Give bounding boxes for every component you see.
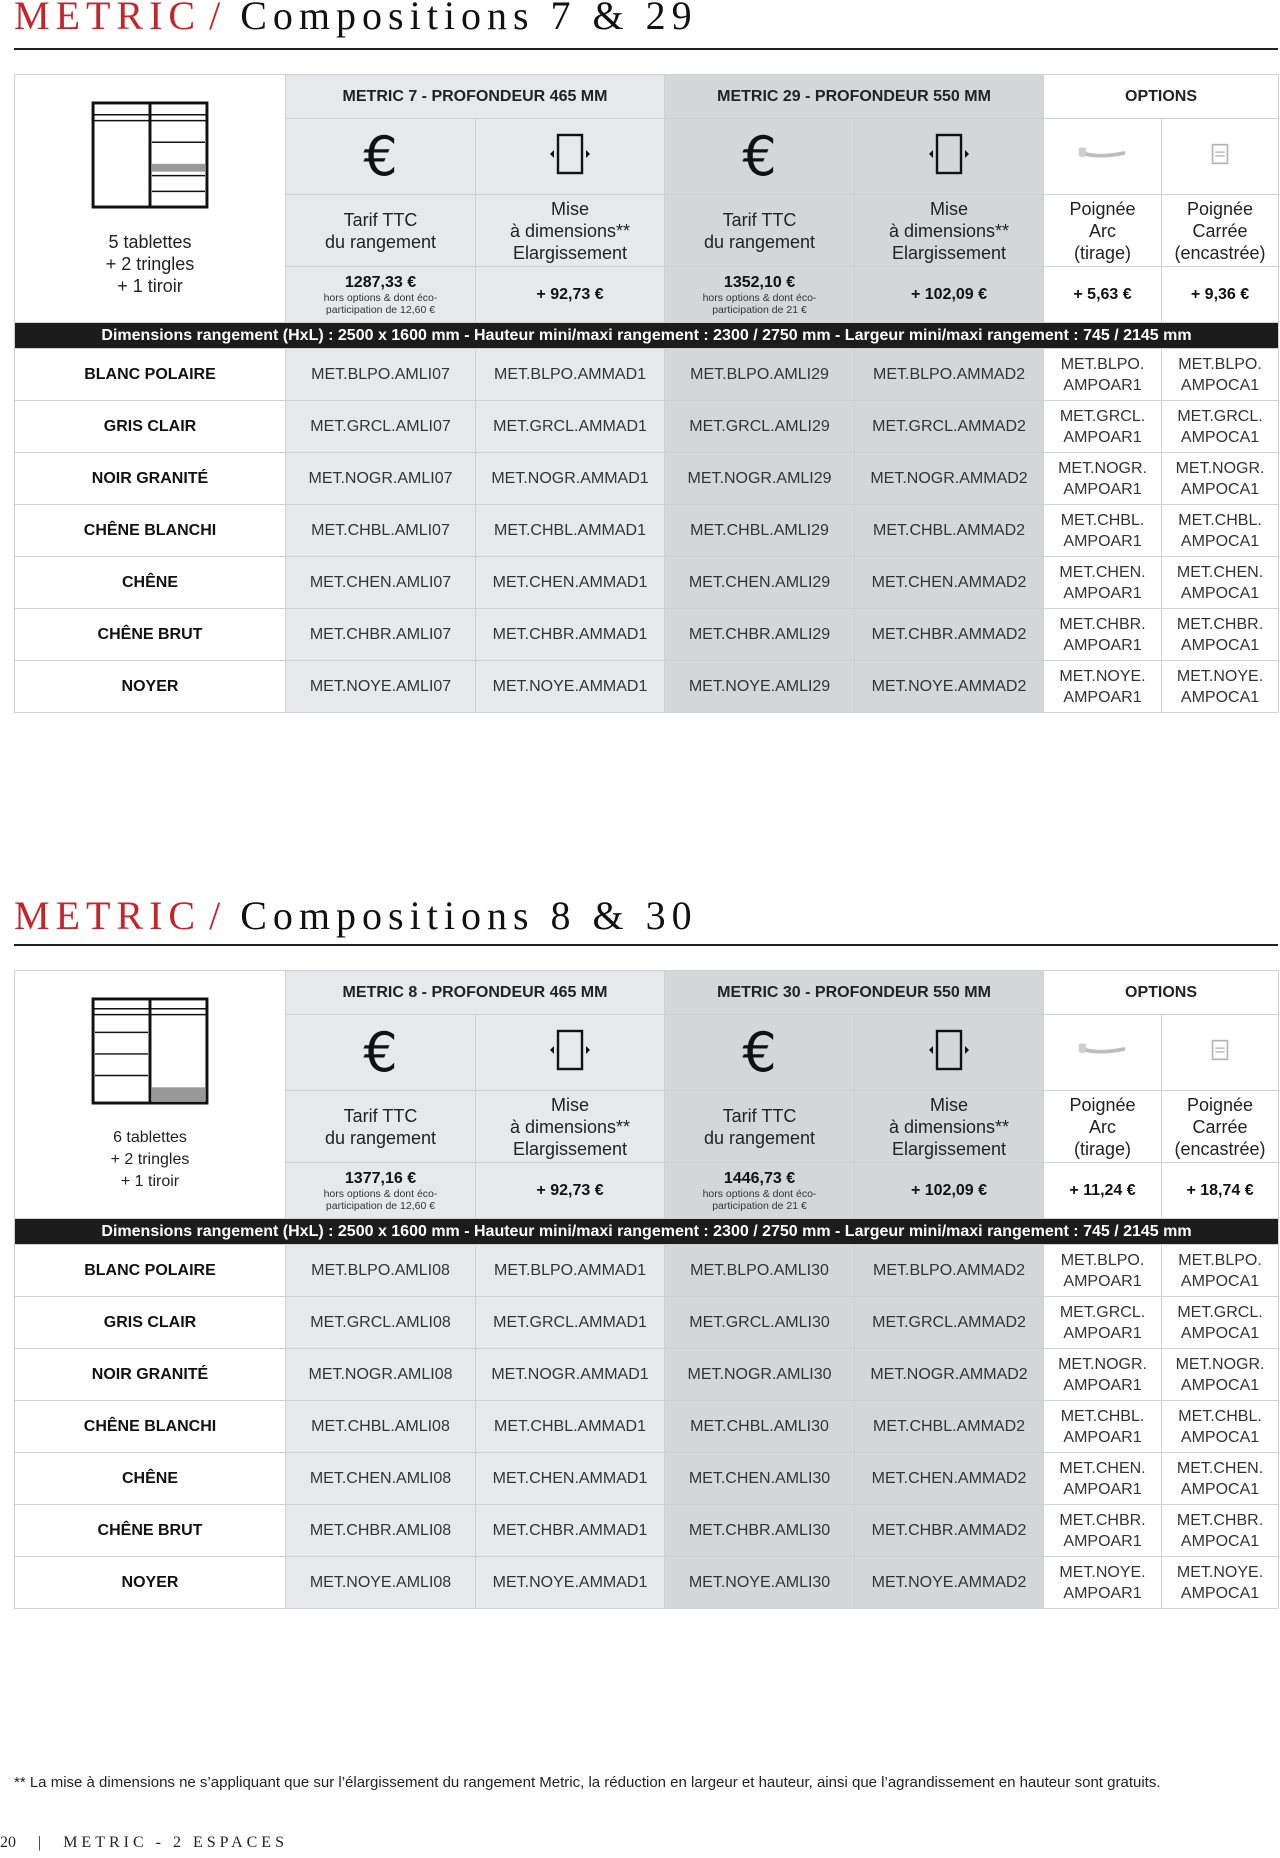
option-reference-line: MET.NOGR. <box>1058 1355 1147 1373</box>
option-reference <box>1044 609 1162 661</box>
option-reference <box>1162 401 1279 453</box>
reference-code: MET.CHBR.AMMAD1 <box>476 609 665 661</box>
color-rows <box>15 1245 1279 1609</box>
arc-handle-icon <box>1075 140 1131 168</box>
price-cell: 1352,10 € hors options & dont éco- participation de 21 € <box>665 267 855 323</box>
reference-code: MET.NOGR.AMLI08 <box>286 1349 476 1401</box>
euro-icon: € <box>363 1020 398 1084</box>
section-rule <box>14 944 1278 946</box>
desc-cell: Mise à dimensions** Elargissement <box>476 195 665 267</box>
option-reference-line: MET.NOYE. <box>1059 1563 1146 1581</box>
title-rest: Compositions 7 & 29 <box>240 0 698 38</box>
section-rule <box>14 48 1278 50</box>
square-handle-icon <box>1206 1036 1234 1064</box>
icon-cell <box>476 1015 665 1091</box>
table-row <box>15 505 1279 557</box>
option-reference-line: MET.CHEN. <box>1059 1459 1146 1477</box>
option-reference-line: MET.BLPO. <box>1060 355 1145 373</box>
reference-code: MET.NOGR.AMLI07 <box>286 453 476 505</box>
option-reference-line: AMPOCA1 <box>1180 688 1260 706</box>
table-row <box>15 557 1279 609</box>
desc-cell: Mise à dimensions** Elargissement <box>476 1091 665 1163</box>
option-reference-line: AMPOCA1 <box>1180 584 1260 602</box>
option-reference <box>1162 661 1279 713</box>
price-value: 1352,10 € <box>723 273 796 291</box>
price-cell: 1446,73 € hors options & dont éco- participation de 21 € <box>665 1163 855 1219</box>
square-handle-icon <box>1206 140 1234 168</box>
reference-code: MET.CHBR.AMMAD2 <box>855 1505 1044 1557</box>
page-footer <box>0 1834 288 1852</box>
reference-code: MET.BLPO.AMLI07 <box>286 349 476 401</box>
option-reference-line: AMPOCA1 <box>1180 1584 1260 1602</box>
page-number: 20 <box>0 1834 16 1851</box>
group-header-metric-8: METRIC 8 - PROFONDEUR 465 MM <box>286 971 665 1015</box>
reference-code: MET.NOYE.AMMAD2 <box>855 661 1044 713</box>
option-reference-line: AMPOCA1 <box>1180 376 1260 394</box>
option-reference <box>1044 401 1162 453</box>
footer-title: METRIC - 2 ESPACES <box>63 1834 288 1851</box>
euro-icon: € <box>742 1020 777 1084</box>
composition-cell <box>15 971 286 1219</box>
dimensions-bar: Dimensions rangement (HxL) : 2500 x 1600 mm - Hauteur mini/maxi rangement : 2300 / 2750 mm - Largeur mini/maxi rangement : 745 / 2145 mm <box>15 323 1279 349</box>
option-reference-line: AMPOCA1 <box>1180 1532 1260 1550</box>
option-reference <box>1044 1245 1162 1297</box>
icon-cell <box>286 119 476 195</box>
dimensions-bar: Dimensions rangement (HxL) : 2500 x 1600 mm - Hauteur mini/maxi rangement : 2300 / 2750 mm - Largeur mini/maxi rangement : 745 / 2145 mm <box>15 1219 1279 1245</box>
icon-cell <box>855 119 1044 195</box>
option-reference-line: AMPOAR1 <box>1063 636 1142 654</box>
reference-code: MET.CHBL.AMMAD2 <box>855 505 1044 557</box>
footnote: ** La mise à dimensions ne s’appliquant que sur l’élargissement du rangement Metric, la réduction en largeur et hauteur, ainsi que l’agrandissement en hauteur sont gratuits. <box>14 1774 1161 1791</box>
option-reference-line: AMPOCA1 <box>1180 636 1260 654</box>
option-reference <box>1044 505 1162 557</box>
option-reference <box>1044 1453 1162 1505</box>
option-reference <box>1162 1401 1279 1453</box>
option-reference-line: MET.NOYE. <box>1176 667 1264 685</box>
composition-line: + 1 tiroir <box>120 1172 180 1190</box>
option-reference <box>1162 1349 1279 1401</box>
option-reference <box>1162 1245 1279 1297</box>
option-reference-line: MET.BLPO. <box>1178 1251 1262 1269</box>
composition-line: + 2 tringles <box>110 1150 190 1168</box>
reference-code: MET.NOGR.AMLI29 <box>665 453 855 505</box>
option-reference-line: AMPOCA1 <box>1180 1428 1260 1446</box>
arc-handle-icon <box>1075 1036 1131 1064</box>
reference-code: MET.GRCL.AMMAD2 <box>855 1297 1044 1349</box>
color-name: CHÊNE BLANCHI <box>15 505 286 557</box>
reference-code: MET.GRCL.AMLI08 <box>286 1297 476 1349</box>
option-reference-line: AMPOAR1 <box>1063 1480 1142 1498</box>
option-reference-line: MET.BLPO. <box>1178 355 1262 373</box>
option-reference-line: AMPOAR1 <box>1063 1532 1142 1550</box>
desc-cell: Mise à dimensions** Elargissement <box>855 195 1044 267</box>
color-name: NOYER <box>15 661 286 713</box>
resize-icon <box>540 1025 600 1075</box>
option-reference <box>1044 1297 1162 1349</box>
option-reference-line: MET.CHBL. <box>1060 1407 1145 1425</box>
reference-code: MET.CHBR.AMLI30 <box>665 1505 855 1557</box>
option-reference-line: MET.CHBR. <box>1176 615 1264 633</box>
color-name: NOYER <box>15 1557 286 1609</box>
wardrobe-diagram-icon <box>91 997 209 1105</box>
option-reference-line: MET.NOGR. <box>1175 1355 1265 1373</box>
table-row <box>15 661 1279 713</box>
option-reference-line: AMPOCA1 <box>1180 1376 1260 1394</box>
desc-cell: Poignée Arc (tirage) <box>1044 195 1162 267</box>
icon-cell <box>855 1015 1044 1091</box>
title-rest: Compositions 8 & 30 <box>240 893 698 938</box>
option-reference <box>1044 453 1162 505</box>
reference-code: MET.CHBL.AMMAD2 <box>855 1401 1044 1453</box>
option-reference-line: AMPOAR1 <box>1063 1584 1142 1602</box>
option-reference-line: MET.GRCL. <box>1177 1303 1263 1321</box>
option-reference-line: MET.NOYE. <box>1176 1563 1264 1581</box>
reference-code: MET.CHEN.AMMAD1 <box>476 557 665 609</box>
reference-code: MET.CHBR.AMLI29 <box>665 609 855 661</box>
option-reference-line: MET.NOYE. <box>1059 667 1146 685</box>
reference-code: MET.BLPO.AMMAD2 <box>855 1245 1044 1297</box>
option-reference-line: AMPOCA1 <box>1180 1272 1260 1290</box>
group-header-options: OPTIONS <box>1044 971 1279 1015</box>
option-reference <box>1162 1297 1279 1349</box>
option-reference-line: MET.CHBL. <box>1178 1407 1262 1425</box>
option-reference-line: MET.NOGR. <box>1175 459 1265 477</box>
option-reference <box>1162 557 1279 609</box>
composition-line: + 1 tiroir <box>117 275 183 296</box>
reference-code: MET.GRCL.AMMAD1 <box>476 1297 665 1349</box>
option-reference-line: MET.GRCL. <box>1059 1303 1146 1321</box>
option-reference-line: AMPOCA1 <box>1180 532 1260 550</box>
desc-cell: Mise à dimensions** Elargissement <box>855 1091 1044 1163</box>
reference-code: MET.NOYE.AMLI07 <box>286 661 476 713</box>
reference-code: MET.CHBL.AMMAD1 <box>476 505 665 557</box>
option-reference-line: MET.CHEN. <box>1176 563 1264 581</box>
resize-icon <box>919 129 979 179</box>
color-name: CHÊNE <box>15 1453 286 1505</box>
option-reference <box>1162 453 1279 505</box>
table-row <box>15 1401 1279 1453</box>
table-row <box>15 1245 1279 1297</box>
reference-code: MET.GRCL.AMLI07 <box>286 401 476 453</box>
title-brand: METRIC <box>14 893 202 938</box>
option-reference-line: AMPOCA1 <box>1180 1480 1260 1498</box>
option-reference <box>1044 1349 1162 1401</box>
composition-line: 5 tablettes <box>108 231 192 252</box>
reference-code: MET.GRCL.AMMAD2 <box>855 401 1044 453</box>
reference-code: MET.GRCL.AMLI29 <box>665 401 855 453</box>
reference-code: MET.CHBL.AMLI30 <box>665 1401 855 1453</box>
table-row <box>15 349 1279 401</box>
reference-code: MET.NOYE.AMMAD1 <box>476 1557 665 1609</box>
price-cell: + 9,36 € <box>1162 267 1279 323</box>
option-reference <box>1162 505 1279 557</box>
option-reference-line: AMPOCA1 <box>1180 1324 1260 1342</box>
option-reference-line: MET.BLPO. <box>1060 1251 1145 1269</box>
reference-code: MET.CHBR.AMLI07 <box>286 609 476 661</box>
composition-line: 6 tablettes <box>113 1128 187 1146</box>
reference-code: MET.CHBR.AMLI08 <box>286 1505 476 1557</box>
table-row <box>15 609 1279 661</box>
price-cell: + 92,73 € <box>476 267 665 323</box>
option-reference <box>1044 349 1162 401</box>
desc-cell: Tarif TTC du rangement <box>286 195 476 267</box>
icon-cell <box>665 1015 855 1091</box>
option-reference-line: MET.CHEN. <box>1059 563 1146 581</box>
icon-cell <box>1162 119 1279 195</box>
option-reference-line: MET.CHBL. <box>1178 511 1262 529</box>
price-cell: + 102,09 € <box>855 1163 1044 1219</box>
section-compositions-8-30 <box>14 893 1280 1700</box>
option-reference <box>1044 1557 1162 1609</box>
option-reference-line: MET.GRCL. <box>1059 407 1146 425</box>
option-reference-line: AMPOAR1 <box>1063 1428 1142 1446</box>
euro-icon: € <box>742 124 777 188</box>
price-table <box>14 74 1279 713</box>
reference-code: MET.BLPO.AMMAD1 <box>476 1245 665 1297</box>
color-name: GRIS CLAIR <box>15 1297 286 1349</box>
option-reference-line: MET.GRCL. <box>1177 407 1263 425</box>
table-row <box>15 1505 1279 1557</box>
desc-cell: Poignée Arc (tirage) <box>1044 1091 1162 1163</box>
reference-code: MET.CHBR.AMMAD2 <box>855 609 1044 661</box>
option-reference <box>1162 609 1279 661</box>
group-header-options: OPTIONS <box>1044 75 1279 119</box>
reference-code: MET.CHBR.AMMAD1 <box>476 1505 665 1557</box>
icon-cell <box>665 119 855 195</box>
table-row <box>15 1557 1279 1609</box>
icon-cell <box>1162 1015 1279 1091</box>
title-brand: METRIC <box>14 0 202 38</box>
color-name: CHÊNE BLANCHI <box>15 1401 286 1453</box>
option-reference <box>1044 1505 1162 1557</box>
resize-icon <box>919 1025 979 1075</box>
color-name: NOIR GRANITÉ <box>15 453 286 505</box>
reference-code: MET.CHEN.AMLI07 <box>286 557 476 609</box>
reference-code: MET.CHEN.AMMAD2 <box>855 1453 1044 1505</box>
option-reference-line: MET.CHBR. <box>1059 615 1146 633</box>
reference-code: MET.GRCL.AMLI30 <box>665 1297 855 1349</box>
option-reference-line: MET.CHEN. <box>1176 1459 1264 1477</box>
option-reference-line: AMPOAR1 <box>1063 688 1142 706</box>
price-value: 1377,16 € <box>344 1169 417 1187</box>
reference-code: MET.NOYE.AMLI30 <box>665 1557 855 1609</box>
table-row <box>15 453 1279 505</box>
reference-code: MET.CHEN.AMLI30 <box>665 1453 855 1505</box>
color-name: CHÊNE BRUT <box>15 1505 286 1557</box>
option-reference-line: AMPOAR1 <box>1063 480 1142 498</box>
reference-code: MET.BLPO.AMLI08 <box>286 1245 476 1297</box>
title-slash: / <box>209 893 227 938</box>
price-table <box>14 970 1279 1609</box>
reference-code: MET.GRCL.AMMAD1 <box>476 401 665 453</box>
color-name: GRIS CLAIR <box>15 401 286 453</box>
composition-cell <box>15 75 286 323</box>
icon-cell <box>1044 119 1162 195</box>
option-reference-line: AMPOAR1 <box>1063 376 1142 394</box>
option-reference <box>1044 557 1162 609</box>
option-reference <box>1044 1401 1162 1453</box>
reference-code: MET.BLPO.AMLI30 <box>665 1245 855 1297</box>
option-reference-line: MET.CHBR. <box>1059 1511 1146 1529</box>
price-cell: + 92,73 € <box>476 1163 665 1219</box>
option-reference-line: AMPOAR1 <box>1063 532 1142 550</box>
reference-code: MET.NOYE.AMMAD2 <box>855 1557 1044 1609</box>
option-reference <box>1162 1453 1279 1505</box>
reference-code: MET.BLPO.AMMAD1 <box>476 349 665 401</box>
table-row <box>15 1297 1279 1349</box>
reference-code: MET.CHBL.AMLI29 <box>665 505 855 557</box>
reference-code: MET.NOGR.AMLI30 <box>665 1349 855 1401</box>
group-header-metric-29: METRIC 29 - PROFONDEUR 550 MM <box>665 75 1044 119</box>
footer-separator: | <box>38 1834 42 1851</box>
option-reference <box>1162 1557 1279 1609</box>
section-title <box>14 0 698 39</box>
reference-code: MET.CHBL.AMMAD1 <box>476 1401 665 1453</box>
section-title <box>14 892 698 939</box>
reference-code: MET.NOGR.AMMAD2 <box>855 1349 1044 1401</box>
title-slash: / <box>209 0 227 38</box>
price-value: 1446,73 € <box>723 1169 796 1187</box>
price-cell: + 18,74 € <box>1162 1163 1279 1219</box>
group-header-metric-30: METRIC 30 - PROFONDEUR 550 MM <box>665 971 1044 1015</box>
option-reference-line: AMPOAR1 <box>1063 428 1142 446</box>
price-value: 1287,33 € <box>344 273 417 291</box>
option-reference-line: AMPOCA1 <box>1180 480 1260 498</box>
reference-code: MET.NOGR.AMMAD1 <box>476 1349 665 1401</box>
option-reference-line: AMPOAR1 <box>1063 1324 1142 1342</box>
table-row <box>15 1349 1279 1401</box>
group-header-metric-7: METRIC 7 - PROFONDEUR 465 MM <box>286 75 665 119</box>
color-name: BLANC POLAIRE <box>15 1245 286 1297</box>
desc-cell: Poignée Carrée (encastrée) <box>1162 1091 1279 1163</box>
color-name: CHÊNE <box>15 557 286 609</box>
reference-code: MET.CHBL.AMLI07 <box>286 505 476 557</box>
price-cell: + 11,24 € <box>1044 1163 1162 1219</box>
desc-cell: Poignée Carrée (encastrée) <box>1162 195 1279 267</box>
desc-cell: Tarif TTC du rangement <box>286 1091 476 1163</box>
reference-code: MET.CHEN.AMLI29 <box>665 557 855 609</box>
option-reference-line: MET.CHBR. <box>1176 1511 1264 1529</box>
reference-code: MET.NOYE.AMLI29 <box>665 661 855 713</box>
option-reference-line: AMPOAR1 <box>1063 584 1142 602</box>
reference-code: MET.CHEN.AMLI08 <box>286 1453 476 1505</box>
color-name: BLANC POLAIRE <box>15 349 286 401</box>
icon-cell <box>286 1015 476 1091</box>
option-reference-line: AMPOCA1 <box>1180 428 1260 446</box>
option-reference-line: MET.NOGR. <box>1058 459 1147 477</box>
reference-code: MET.CHEN.AMMAD1 <box>476 1453 665 1505</box>
reference-code: MET.BLPO.AMLI29 <box>665 349 855 401</box>
icon-cell <box>476 119 665 195</box>
color-name: NOIR GRANITÉ <box>15 1349 286 1401</box>
color-rows <box>15 349 1279 713</box>
reference-code: MET.NOGR.AMMAD1 <box>476 453 665 505</box>
section-compositions-7-29 <box>14 0 1280 800</box>
option-reference <box>1044 661 1162 713</box>
icon-cell <box>1044 1015 1162 1091</box>
color-name: CHÊNE BRUT <box>15 609 286 661</box>
price-cell: + 102,09 € <box>855 267 1044 323</box>
option-reference-line: AMPOAR1 <box>1063 1272 1142 1290</box>
price-cell: 1287,33 € hors options & dont éco- participation de 12,60 € <box>286 267 476 323</box>
option-reference-line: MET.CHBL. <box>1060 511 1145 529</box>
option-reference <box>1162 1505 1279 1557</box>
option-reference-line: AMPOAR1 <box>1063 1376 1142 1394</box>
desc-cell: Tarif TTC du rangement <box>665 1091 855 1163</box>
reference-code: MET.NOYE.AMLI08 <box>286 1557 476 1609</box>
desc-cell: Tarif TTC du rangement <box>665 195 855 267</box>
reference-code: MET.CHEN.AMMAD2 <box>855 557 1044 609</box>
price-cell: 1377,16 € hors options & dont éco- participation de 12,60 € <box>286 1163 476 1219</box>
euro-icon: € <box>363 124 398 188</box>
wardrobe-diagram-icon <box>91 101 209 209</box>
table-row <box>15 1453 1279 1505</box>
reference-code: MET.BLPO.AMMAD2 <box>855 349 1044 401</box>
option-reference <box>1162 349 1279 401</box>
resize-icon <box>540 129 600 179</box>
reference-code: MET.CHBL.AMLI08 <box>286 1401 476 1453</box>
reference-code: MET.NOGR.AMMAD2 <box>855 453 1044 505</box>
reference-code: MET.NOYE.AMMAD1 <box>476 661 665 713</box>
table-row <box>15 401 1279 453</box>
composition-line: + 2 tringles <box>105 253 195 274</box>
price-cell: + 5,63 € <box>1044 267 1162 323</box>
